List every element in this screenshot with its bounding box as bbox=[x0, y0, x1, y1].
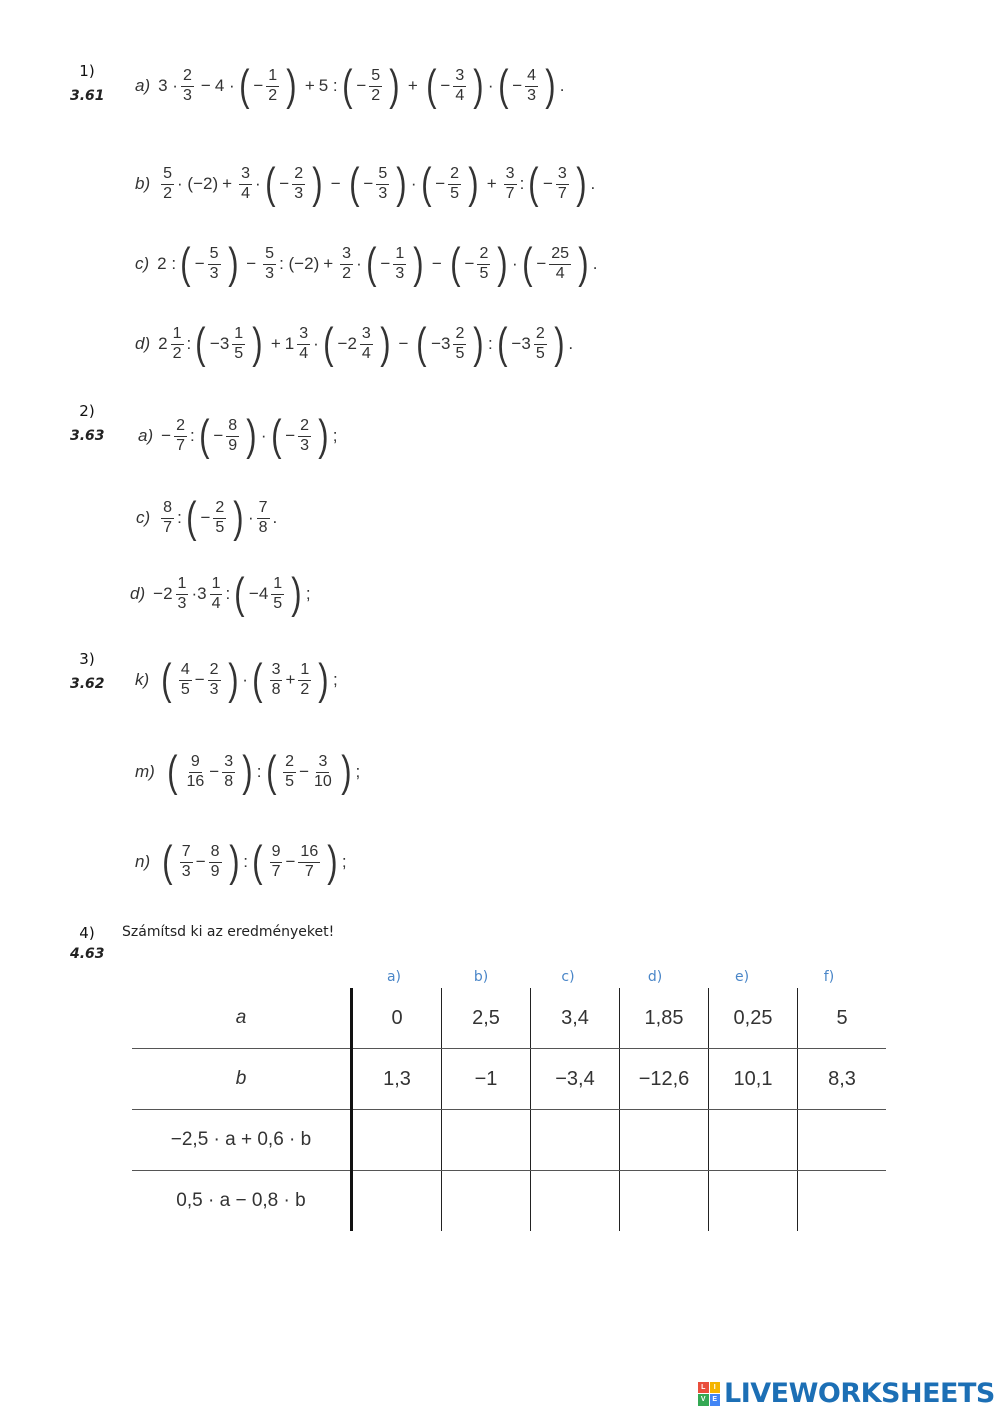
table-cell: 2,5 bbox=[442, 988, 531, 1049]
item-label: a) bbox=[138, 426, 154, 445]
item-label: m) bbox=[135, 762, 155, 781]
column-label-f: f) bbox=[823, 969, 835, 985]
task-4-number: 4) bbox=[79, 924, 95, 942]
row-head: −2,5 · a + 0,6 · b bbox=[132, 1110, 352, 1171]
table-cell: 1,3 bbox=[352, 1049, 442, 1110]
table-cell: 10,1 bbox=[709, 1049, 798, 1110]
table-cell: −1 bbox=[442, 1049, 531, 1110]
problem-2d-expression: d) − 2 $\frac{1}{3}$ · 3 $\frac{1}{4}$ : ( − 4 $\frac{1}{5}$ ) ; bbox=[130, 569, 311, 618]
answer-input[interactable] bbox=[531, 1110, 620, 1171]
problem-3n-expression: n) ( $\frac{7}{3}$ − $\frac{8}{9}$ ) : ( $\frac{9}{7}$ − $\frac{16}{7}$ ) ; bbox=[135, 837, 347, 886]
table-row-b bbox=[132, 1049, 886, 1110]
answer-input[interactable] bbox=[798, 1110, 887, 1171]
table-row-expr2 bbox=[132, 1171, 886, 1232]
problem-1d-expression: d) 2 $\frac{1}{2}$ : ( − 3 $\frac{1}{5}$ ) + 1 $\frac{3}{4}$ · ( − 2 $\frac{3}{4}$ ) − ( − 3 $\frac{2}{5}$ ) : ( − 3 $\frac{2}{5}$ ) . bbox=[135, 319, 574, 368]
results-table bbox=[132, 988, 886, 1231]
problem-3-code: 3.62 bbox=[70, 676, 105, 692]
problem-3k-expression: k) ( $\frac{4}{5}$ − $\frac{2}{3}$ ) · ( $\frac{3}{8}$ + $\frac{1}{2}$ ) ; bbox=[135, 655, 338, 704]
table-cell: 0 bbox=[352, 988, 442, 1049]
column-label-d: d) bbox=[647, 969, 663, 985]
problem-2-number: 2) bbox=[79, 402, 95, 420]
logo-text: LIVEWORKSHEETS bbox=[724, 1378, 995, 1409]
answer-input[interactable] bbox=[620, 1110, 709, 1171]
answer-input[interactable] bbox=[531, 1171, 620, 1232]
problem-2-code: 3.63 bbox=[70, 428, 105, 444]
item-label: b) bbox=[135, 174, 151, 193]
item-label: d) bbox=[135, 334, 151, 353]
liveworksheets-logo bbox=[698, 1378, 995, 1409]
row-head: b bbox=[132, 1049, 352, 1110]
problem-1c-expression: c) 2 : ( − $\frac{5}{3}$ ) − $\frac{5}{3}$ : (−2) + $\frac{3}{2}$ · ( − $\frac{1}{3}$ ) − ( − $\frac{2}{5}$ ) · ( − $\frac{25}{4}$ ) . bbox=[135, 239, 598, 288]
table-row-expr1 bbox=[132, 1110, 886, 1171]
item-label: c) bbox=[135, 254, 150, 273]
column-label-b: b) bbox=[473, 969, 489, 985]
answer-input[interactable] bbox=[352, 1110, 442, 1171]
table-cell: 8,3 bbox=[798, 1049, 887, 1110]
task-4-code: 4.63 bbox=[70, 946, 105, 962]
problem-1-code: 3.61 bbox=[70, 88, 105, 104]
table-cell: 0,25 bbox=[709, 988, 798, 1049]
item-label: a) bbox=[135, 76, 151, 95]
column-label-e: e) bbox=[734, 969, 750, 985]
problem-3m-expression: m) ( $\frac{9}{16}$ − $\frac{3}{8}$ ) : ( $\frac{2}{5}$ − $\frac{3}{10}$ ) ; bbox=[135, 747, 361, 796]
item-label: n) bbox=[135, 852, 151, 871]
answer-input[interactable] bbox=[442, 1110, 531, 1171]
column-label-a: a) bbox=[386, 969, 402, 985]
answer-input[interactable] bbox=[352, 1171, 442, 1232]
table-row-a bbox=[132, 988, 886, 1049]
task-4-instruction: Számítsd ki az eredményeket! bbox=[122, 924, 335, 940]
answer-input[interactable] bbox=[709, 1110, 798, 1171]
problem-2c-expression: c) $\frac{8}{7}$ : ( − $\frac{2}{5}$ ) · $\frac{7}{8}$ . bbox=[136, 493, 278, 542]
item-label: d) bbox=[130, 584, 146, 603]
answer-input[interactable] bbox=[709, 1171, 798, 1232]
column-label-c: c) bbox=[561, 969, 575, 985]
problem-1-number: 1) bbox=[79, 62, 95, 80]
answer-input[interactable] bbox=[442, 1171, 531, 1232]
table-cell: −12,6 bbox=[620, 1049, 709, 1110]
problem-3-number: 3) bbox=[79, 650, 95, 668]
row-head: 0,5 · a − 0,8 · b bbox=[132, 1171, 352, 1232]
table-cell: 3,4 bbox=[531, 988, 620, 1049]
row-head: a bbox=[132, 988, 352, 1049]
answer-input[interactable] bbox=[798, 1171, 887, 1232]
item-label: c) bbox=[136, 508, 151, 527]
table-cell: 5 bbox=[798, 988, 887, 1049]
problem-2a-expression: a) − $\frac{2}{7}$ : ( − $\frac{8}{9}$ ) · ( − $\frac{2}{3}$ ) ; bbox=[138, 411, 338, 460]
answer-input[interactable] bbox=[620, 1171, 709, 1232]
problem-1b-expression: b) $\frac{5}{2}$ · (−2) + $\frac{3}{4}$ · ( − $\frac{2}{3}$ ) − ( − $\frac{5}{3}$ ) · ( − $\frac{2}{5}$ ) + $\frac{3}{7}$ : ( − $\frac{3}{7}$ ) . bbox=[135, 159, 596, 208]
table-cell: −3,4 bbox=[531, 1049, 620, 1110]
problem-1a-expression: a) 3 · $\frac{2}{3}$ − 4 · ( − $\frac{1}{2}$ ) + 5 : ( − $\frac{5}{2}$ ) + ( − $\frac{3}{4}$ ) · ( − $\frac{4}{3}$ ) . bbox=[135, 61, 565, 110]
logo-mark-icon: L I V E bbox=[698, 1382, 720, 1406]
table-cell: 1,85 bbox=[620, 988, 709, 1049]
item-label: k) bbox=[135, 670, 150, 689]
